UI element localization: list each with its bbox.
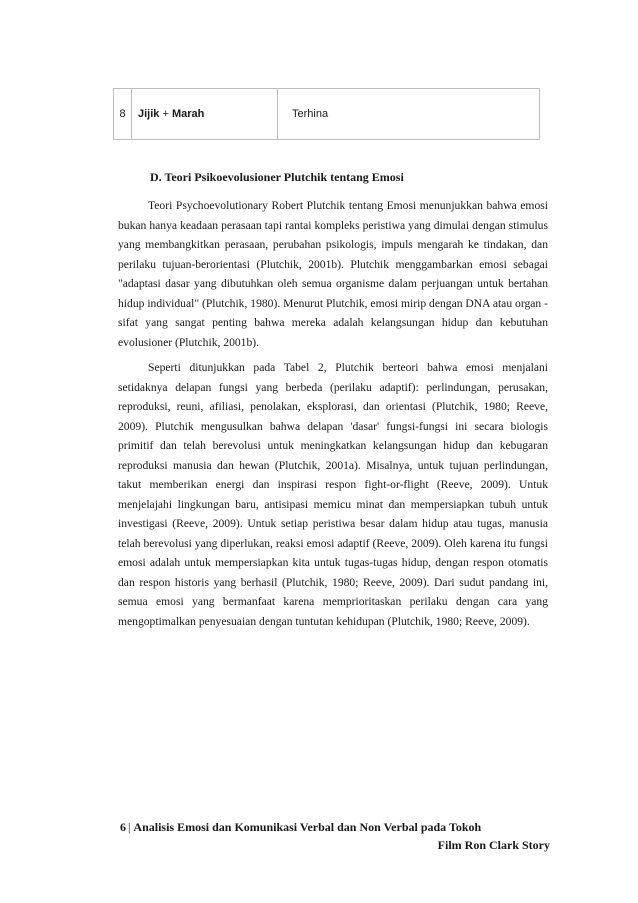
footer-separator: | xyxy=(128,820,131,834)
emotion-b: Marah xyxy=(171,108,205,120)
resulting-emotion: Terhina xyxy=(292,108,329,120)
paragraph-1: Teori Psychoevolutionary Robert Plutchik tentang Emosi menunjukkan bahwa emosi bukan hanya keadaan perasaan tapi rantai kompleks peristiwa yang dimulai dengan stimulus yang membangkitkan perasaan, perubahan psikologis, impuls mengarah ke tindakan, dan perilaku tujuan-berorientasi (Plutchik, 2001b). Plutchik menggambarkan emosi sebagai "adaptasi dasar yang dibutuhkan oleh semua organisme dalam perjuangan untuk bertahan hidup individual" (Plutchik, 1980). Menurut Plutchik, emosi mirip dengan DNA atau organ - sifat yang sangat penting bahwa mereka adalah kelangsungan hidup dan kebutuhan evolusioner (Plutchik, 2001b). xyxy=(118,199,548,349)
section-heading: D. Teori Psikoevolusioner Plutchik tentang Emosi xyxy=(150,170,404,184)
page-number: 6 xyxy=(120,820,126,834)
page-footer xyxy=(120,818,550,854)
footer-title-line2: Film Ron Clark Story xyxy=(437,838,550,852)
section-body xyxy=(118,196,548,637)
row-number: 8 xyxy=(114,89,132,139)
emotion-a: Jijik xyxy=(138,108,160,120)
emotion-combination-cell xyxy=(132,89,278,139)
plus-sign: + xyxy=(162,108,169,120)
paragraph-2: Seperti ditunjukkan pada Tabel 2, Plutchik berteori bahwa emosi menjalani setidaknya delapan fungsi yang berbeda (perilaku adaptif): perlindungan, perusakan, reproduksi, reuni, afiliasi, penolakan, eksplorasi, dan orientasi (Plutchik, 1980; Reeve, 2009). Plutchik mengusulkan bahwa delapan 'dasar' fungsi-fungsi ini secara biologis primitif dan telah berevolusi untuk meningkatkan kelangsungan hidup dan kebugaran reproduksi manusia dan hewan (Plutchik, 2001a). Misalnya, untuk tujuan perlindungan, takut memberikan energi dan inspirasi respon fight-or-flight (Reeve, 2009). Untuk menjelajahi lingkungan baru, antisipasi memicu minat dan mempersiapkan tubuh untuk investigasi (Reeve, 2009). Untuk setiap peristiwa besar dalam hidup atau tugas, manusia telah berevolusi yang diperlukan, reaksi emosi adaptif (Reeve, 2009). Oleh karena itu fungsi emosi adalah untuk mempersiapkan kita untuk tugas-tugas hidup, dengan respon otomatis dan respon historis yang berhasil (Plutchik, 1980; Reeve, 2009). Dari sudut pandang ini, semua emosi yang bermanfaat karena memprioritaskan perilaku dengan cara yang mengoptimalkan penyesuaian dengan tuntutan kehidupan (Plutchik, 1980; Reeve, 2009). xyxy=(118,361,548,628)
footer-title-line1: Analisis Emosi dan Komunikasi Verbal dan Non Verbal pada Tokoh xyxy=(133,820,482,834)
emotion-combination-table-row xyxy=(113,88,540,140)
